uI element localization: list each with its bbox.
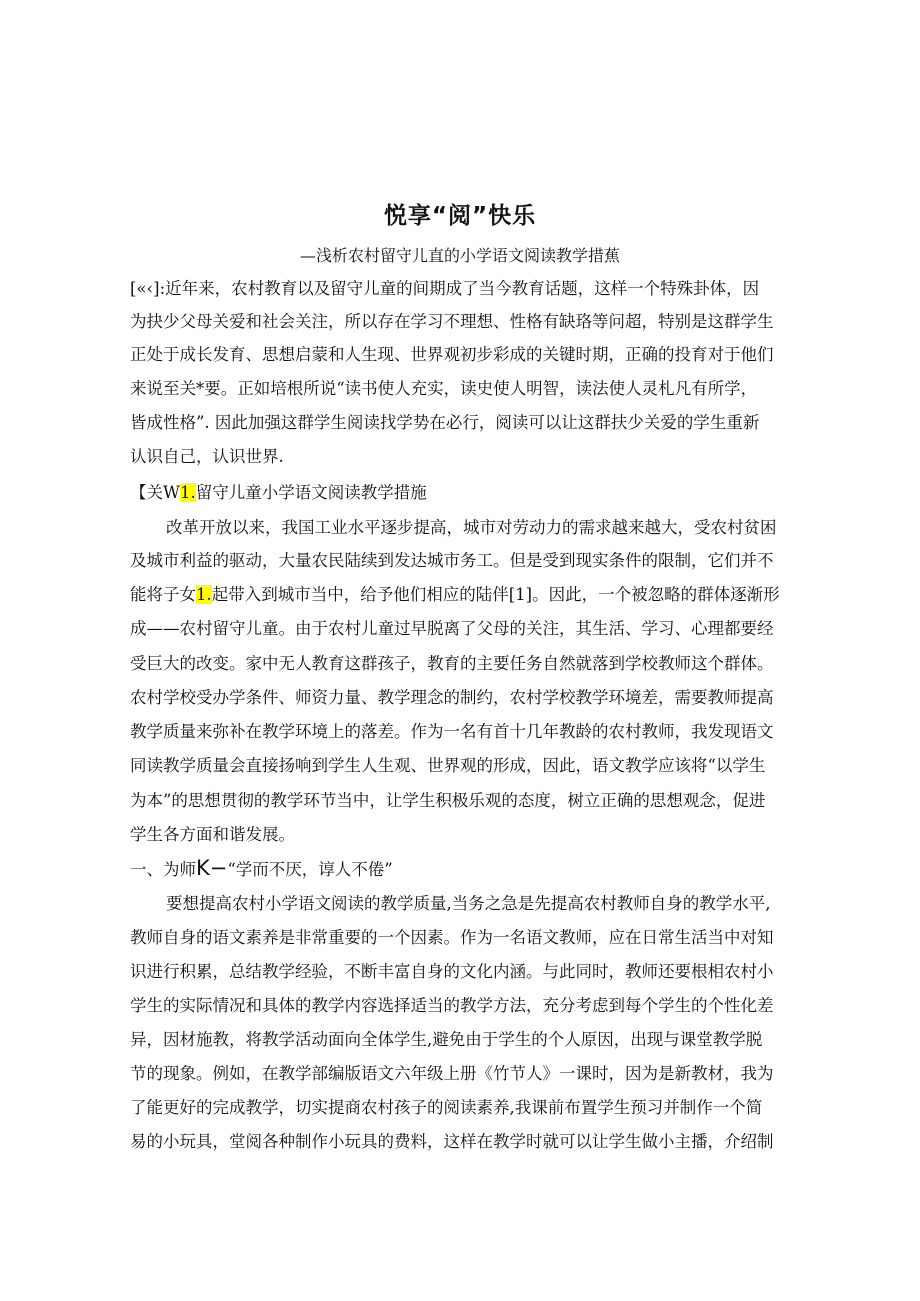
body-line: 教学质量来弥补在教学环境上的落差。作为一名有首十几年教龄的农村教师，我发现语文	[130, 722, 774, 741]
body-line: 识进行积累，总结教学经验，不断丰富自身的文化内涵。与此同时，教师还要根相农村小	[130, 962, 774, 981]
body-text: 能将子女	[130, 585, 196, 604]
body-text: 起带入到城市当中，给予他们相应的陆伴[1]。因此，一个被忽略的群体逐渐形	[211, 585, 780, 604]
body-line: 为本”的思想贯彻的教学环节当中，让学生积极乐观的态度，树立正确的思想观念，促进	[130, 791, 766, 810]
body-line: 成——农村留守儿童。由于农村儿童过早脱离了父母的关注，其生活、学习、心理都要经	[130, 619, 774, 638]
body-line: 要想提高农村小学语文阅读的教学质量,当务之急是先提高农村教师自身的教学水平,	[166, 894, 771, 913]
body-line: 同读教学质量会直接扬响到学生人生观、世界观的形成，因此，语文教学应该将“以学生	[130, 756, 766, 775]
body-line: 农村学校受办学条件、师资力量、教学理念的制约，农村学校教学环境差，需要教师提高	[130, 688, 774, 707]
abstract-line: [«‹]:近年来，农村教育以及留守儿童的间期成了当今教育话题，这样一个特殊卦体，因	[130, 279, 760, 298]
body-line: 教师自身的语文素养是非常重要的一个因素。作为一名语文教师，应在日常生活当中对知	[130, 928, 774, 947]
abstract-line: 正处于成长发育、思想启蒙和人生现、世界观初步彩成的关键时期，正确的投育对于他们	[130, 345, 774, 364]
body-highlight: 1.	[196, 585, 212, 604]
body-line: 及城市利益的驱动，大量农民陆续到发达城市务工。但是受到现实条件的限制，它们并不	[130, 551, 774, 570]
keywords-highlight: 1.	[179, 483, 196, 502]
body-line: 异，因材施教，将教学活动面向全体学生,避免由于学生的个人原因，出现与课堂教学脱	[130, 1030, 763, 1049]
document-subtitle: —浅析农村留守儿直的小学语文阅读教学措蕉	[299, 246, 620, 265]
body-line: 受巨大的改变。家中无人教育这群孩子，教育的主要任务自然就落到学校教师这个群体。	[130, 654, 774, 673]
abstract-line: 认识自己，认识世界.	[130, 447, 284, 466]
body-line: 了能更好的完成教学，切实提商农村孩子的阅读素养,我课前布置学生预习并制作一个简	[130, 1098, 763, 1117]
abstract-line: 来说至关*要。正如培根所说“读书使人充实，读史使人明智，读法使人灵札凡有所学，	[130, 379, 758, 398]
section-heading-text: “学而不厌，谆人不倦”	[227, 860, 393, 879]
abstract-line: 皆成性格”. 因此加强这群学生阅读找学势在必行，阅读可以让这群扶少关爱的学生重新	[130, 413, 760, 432]
abstract-line: 为抉少父母关爱和社会关注，所以存在学习不理想、性格有缺珞等问超，特别是这群学生	[130, 312, 774, 331]
keywords-text: 留守儿童小学语文阅读教学措施	[195, 483, 427, 502]
keywords-label: 【关W	[130, 483, 180, 502]
section-heading	[130, 857, 393, 881]
section-heading-symbol: K−	[196, 856, 228, 880]
keywords-line	[130, 482, 427, 504]
section-heading-prefix: 一、为师	[130, 860, 196, 879]
body-line: 节的现象。例如，在教学部编版语文六年级上册《竹节人》一课时，因为是新教材，我为	[130, 1064, 774, 1083]
body-line: 学生各方面和谐发展。	[130, 825, 295, 844]
body-line: 学生的实际情况和具体的教学内容选择适当的教学方法，充分考虑到每个学生的个性化差	[130, 996, 774, 1015]
body-line	[130, 584, 780, 606]
body-line: 改革开放以来，我国工业水平逐步提高，城市对劳动力的需求越来越大，受农村贫困	[166, 518, 777, 537]
document-title: 悦享“阅”快乐	[383, 203, 537, 229]
body-line: 易的小玩具，堂阅各种制作小玩具的费料，这样在教学时就可以让学生做小主播，介绍制	[130, 1132, 774, 1151]
